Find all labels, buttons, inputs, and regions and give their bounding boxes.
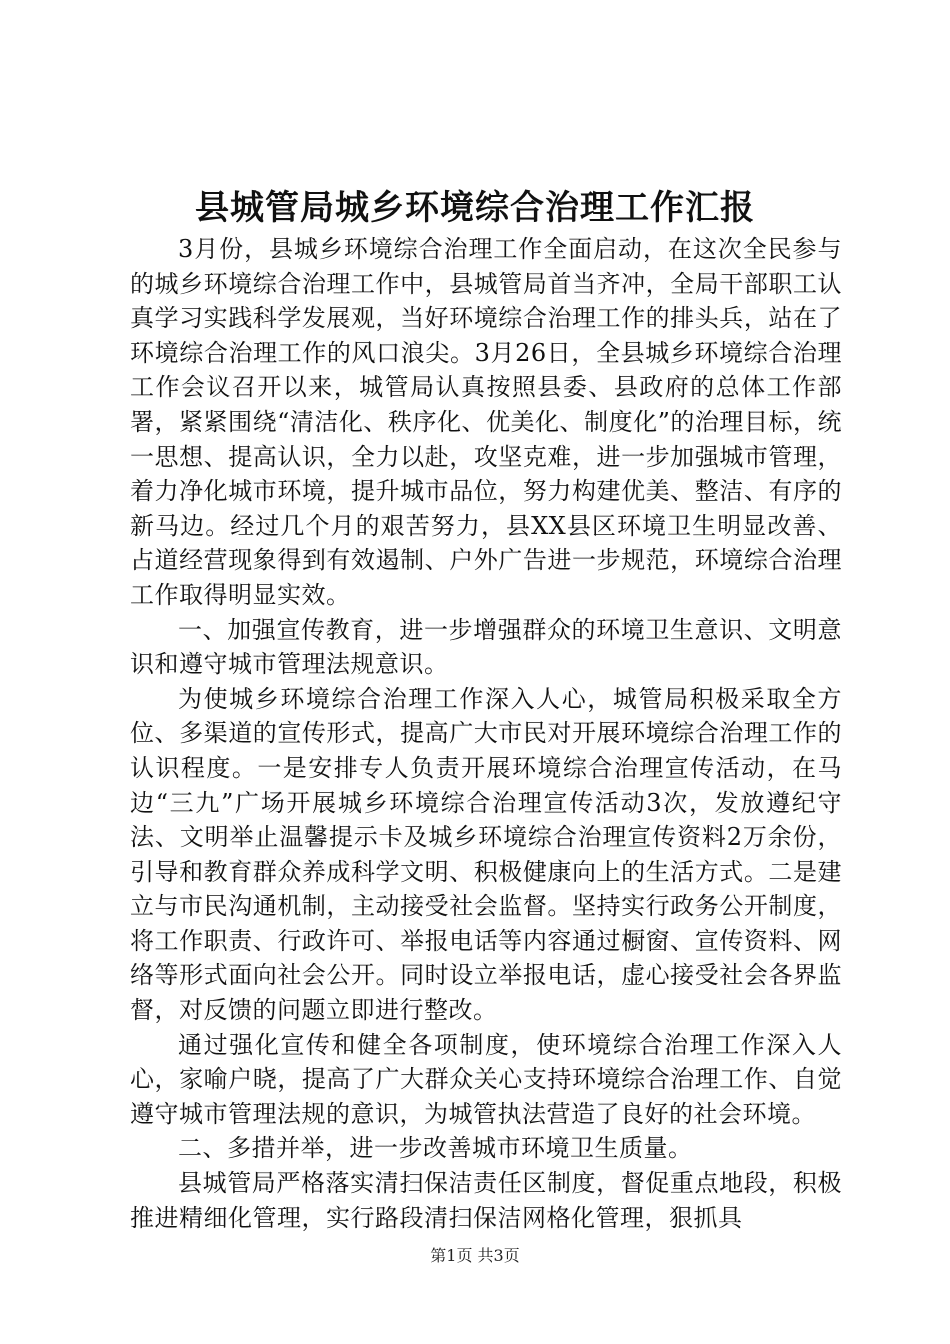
section-heading-1: 一、加强宣传教育，进一步增强群众的环境卫生意识、文明意识和遵守城市管理法规意识。 [130, 615, 842, 679]
page-number-footer: 第1页 共3页 [430, 1246, 520, 1265]
paragraph-sanitation: 县城管局严格落实清扫保洁责任区制度，督促重点地段，积极推进精细化管理，实行路段清扫保洁网格化管理，狠抓具 [130, 1169, 842, 1232]
document-title: 县城管局城乡环境综合治理工作汇报 [195, 188, 755, 228]
paragraph-intro: 3月份，县城乡环境综合治理工作全面启动，在这次全民参与的城乡环境综合治理工作中，县城管局首当齐冲，全局干部职工认真学习实践科学发展观，当好环境综合治理工作的排头兵，站在了环境综合治理工作的风口浪尖。3月26日，全县城乡环境综合治理工作会议召开以来，城管局认真按照县委、县政府的总体工作部署，紧紧围绕“清洁化、秩序化、优美化、制度化”的治理目标，统一思想、提高认识，全力以赴，攻坚克难，进一步加强城市管理，着力净化城市环境，提升城市品位，努力构建优美、整洁、有序的新马边。经过几个月的艰苦努力，县XX县区环境卫生明显改善、占道经营现象得到有效遏制、户外广告进一步规范，环境综合治理工作取得明显实效。 [130, 235, 842, 609]
section-heading-2: 二、多措并举，进一步改善城市环境卫生质量。 [178, 1134, 693, 1163]
paragraph-publicity-result: 通过强化宣传和健全各项制度，使环境综合治理工作深入人心，家喻户晓，提高了广大群众关心支持环境综合治理工作、自觉遵守城市管理法规的意识，为城管执法营造了良好的社会环境。 [130, 1030, 842, 1128]
paragraph-publicity: 为使城乡环境综合治理工作深入人心，城管局积极采取全方位、多渠道的宣传形式，提高广大市民对开展环境综合治理工作的认识程度。一是安排专人负责开展环境综合治理宣传活动，在马边“三九”广场开展城乡环境综合治理宣传活动3次，发放遵纪守法、文明举止温馨提示卡及城乡环境综合治理宣传资料2万余份，引导和教育群众养成科学文明、积极健康向上的生活方式。二是建立与市民沟通机制，主动接受社会监督。坚持实行政务公开制度，将工作职责、行政许可、举报电话等内容通过橱窗、宣传资料、网络等形式面向社会公开。同时设立举报电话，虚心接受社会各界监督，对反馈的问题立即进行整改。 [130, 684, 842, 1025]
document-body [130, 232, 842, 1235]
